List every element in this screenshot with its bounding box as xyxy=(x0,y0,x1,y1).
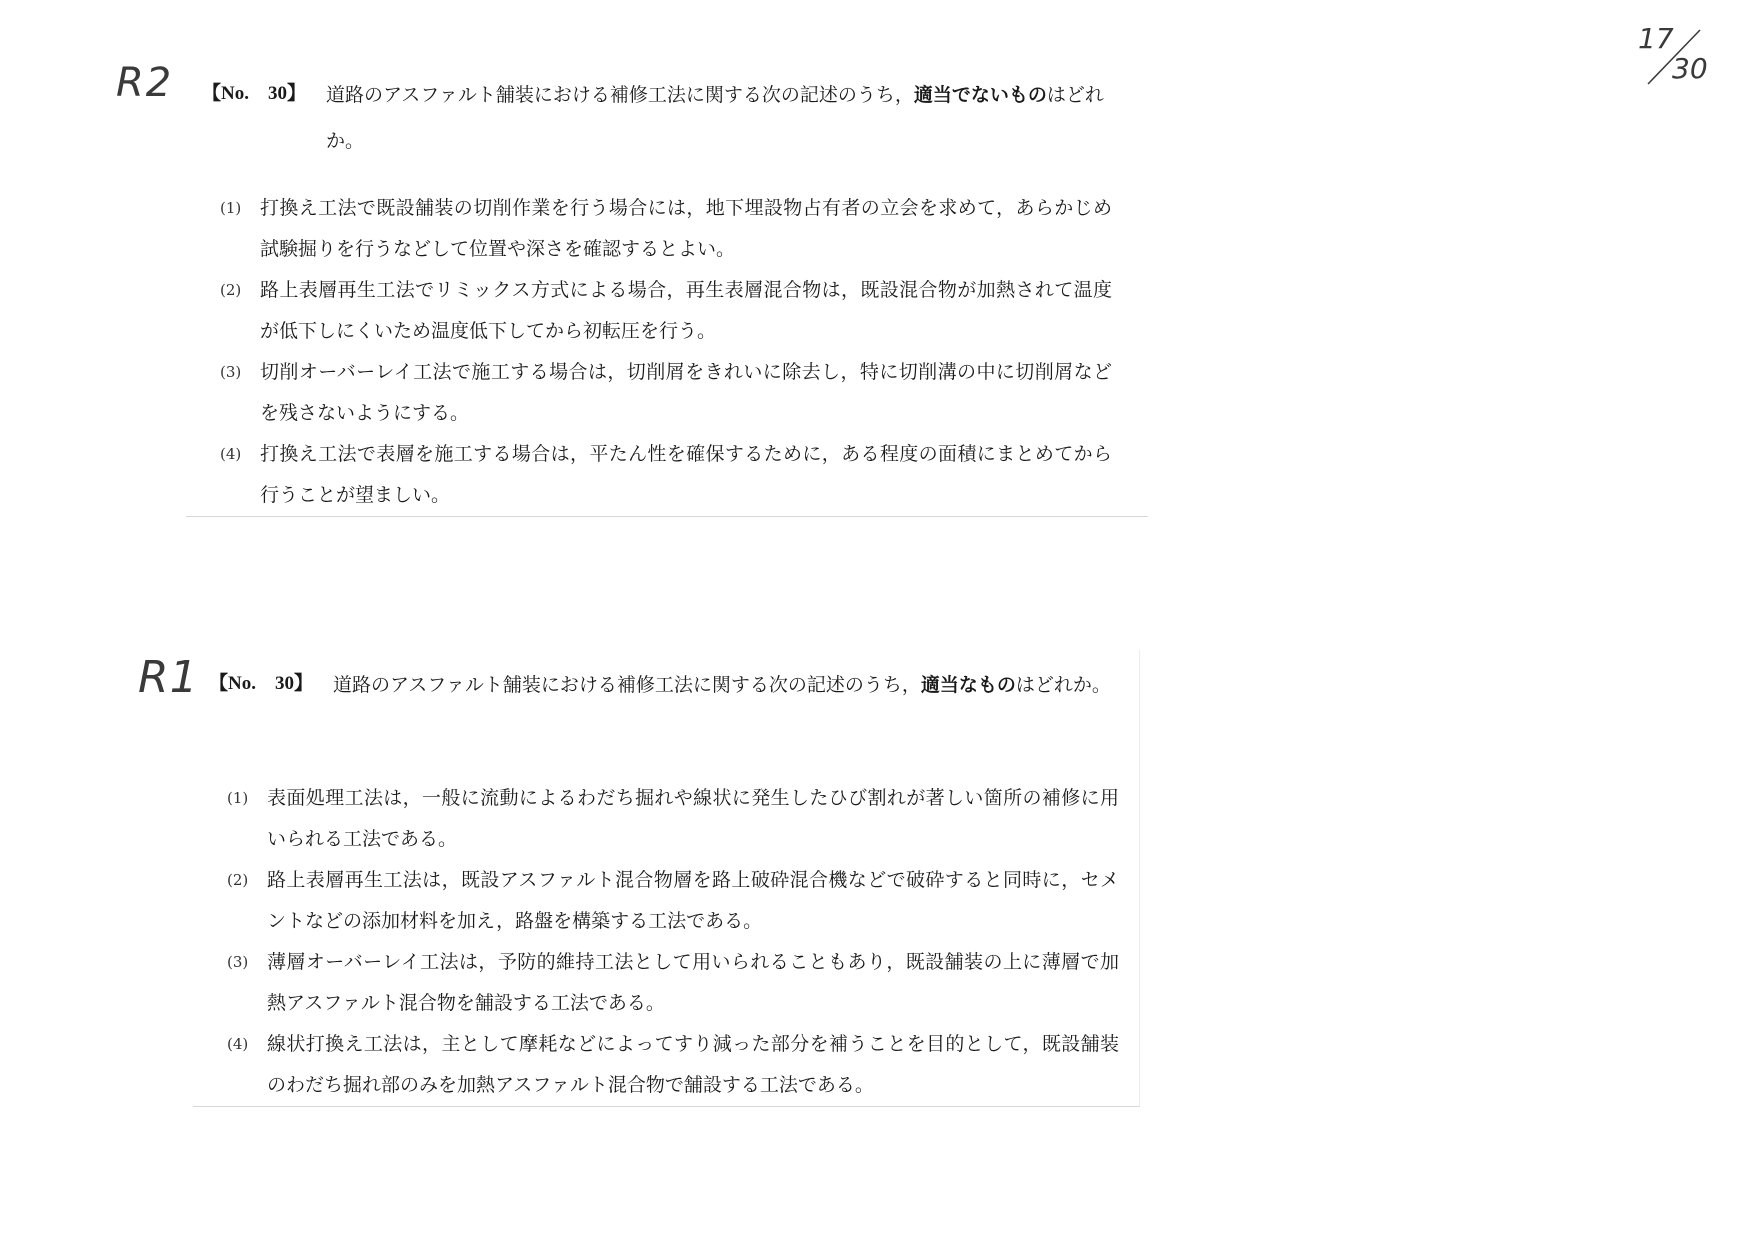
option-number: (3) xyxy=(227,953,249,971)
option-list xyxy=(220,188,1120,516)
option-text: 切削オーバーレイ工法で施工する場合は，切削屑をきれいに除去し，特に切削溝の中に切削屑などを残さないようにする。 xyxy=(260,361,1112,424)
option-item xyxy=(220,270,1120,352)
option-item xyxy=(227,1024,1127,1106)
option-item xyxy=(220,352,1120,434)
question-number: 【No. 30】 xyxy=(202,83,306,104)
option-text: 路上表層再生工法でリミックス方式による場合，再生表層混合物は，既設混合物が加熱されて温度が低下しにくいため温度低下してから初転圧を行う。 xyxy=(260,279,1112,342)
option-number: (2) xyxy=(220,281,242,299)
option-list xyxy=(227,778,1127,1106)
option-text: 打換え工法で既設舗装の切削作業を行う場合には，地下埋設物占有者の立会を求めて，あらかじめ試験掘りを行うなどして位置や深さを確認するとよい。 xyxy=(260,197,1112,260)
handwritten-r1-label: R1 xyxy=(138,652,199,703)
option-number: (4) xyxy=(227,1035,249,1053)
prompt-text: 道路のアスファルト舗装における補修工法に関する次の記述のうち， xyxy=(333,674,921,696)
question-prompt xyxy=(333,662,1143,708)
option-number: (1) xyxy=(227,789,249,807)
question-number: 【No. 30】 xyxy=(209,673,313,694)
question-block-r2 xyxy=(188,60,1188,516)
option-text: 路上表層再生工法は，既設アスファルト混合物層を路上破砕混合機などで破砕すると同時に，セメントなどの添加材料を加え，路盤を構築する工法である。 xyxy=(267,869,1119,932)
option-number: (3) xyxy=(220,363,242,381)
option-item xyxy=(220,188,1120,270)
handwritten-r2-label: R2 xyxy=(116,60,174,106)
option-text: 表面処理工法は，一般に流動によるわだち掘れや線状に発生したひび割れが著しい箇所の補修に用いられる工法である。 xyxy=(267,787,1119,850)
option-item xyxy=(227,778,1127,860)
option-item xyxy=(220,434,1120,516)
page-current: 17 xyxy=(1638,22,1674,55)
option-text: 薄層オーバーレイ工法は，予防的維持工法として用いられることもあり，既設舗装の上に薄層で加熱アスファルト混合物を舗設する工法である。 xyxy=(267,951,1119,1014)
prompt-emphasis: 適当でないもの xyxy=(913,84,1047,106)
option-number: (1) xyxy=(220,199,242,217)
option-item xyxy=(227,942,1127,1024)
option-text: 打換え工法で表層を施工する場合は，平たん性を確保するために，ある程度の面積にまとめてから行うことが望ましい。 xyxy=(260,443,1112,506)
prompt-emphasis: 適当なもの xyxy=(920,674,1016,696)
question-block-r1 xyxy=(195,650,1195,1106)
option-number: (2) xyxy=(227,871,249,889)
option-text: 線状打換え工法は，主として摩耗などによってすり減った部分を補うことを目的として，既設舗装のわだち掘れ部のみを加熱アスファルト混合物で舗設する工法である。 xyxy=(267,1033,1119,1096)
question-prompt xyxy=(326,72,1136,164)
handwritten-page-count xyxy=(1638,22,1718,92)
option-number: (4) xyxy=(220,445,242,463)
prompt-text-end: はどれか。 xyxy=(1015,674,1111,696)
prompt-text: 道路のアスファルト舗装における補修工法に関する次の記述のうち， xyxy=(326,84,914,106)
page-total: 30 xyxy=(1672,52,1708,85)
prompt-text-end: はどれか。 xyxy=(326,84,1104,152)
option-item xyxy=(227,860,1127,942)
